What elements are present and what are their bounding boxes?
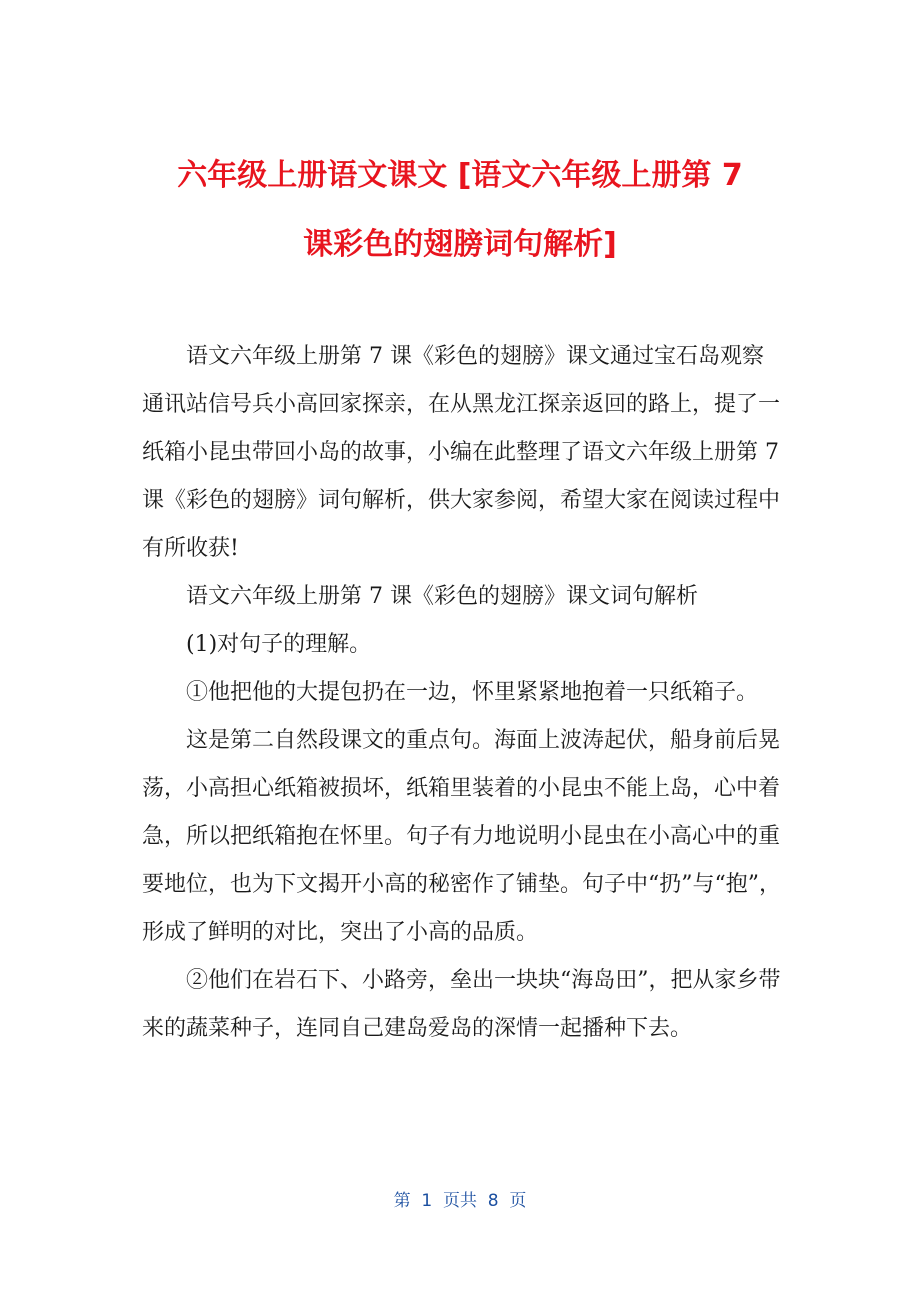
document-title-line-2: 课彩色的翅膀词句解析] [303, 227, 617, 262]
paragraph-section-heading: 语文六年级上册第 7 课《彩色的翅膀》课文词句解析 [186, 584, 698, 609]
page-number-footer: 第 1 页共 8 页 [393, 1191, 527, 1211]
document-body [142, 333, 782, 1053]
paragraph-quote-1: ①他把他的大提包扔在一边，怀里紧紧地抱着一只纸箱子。 [186, 680, 759, 705]
document-title-line-1: 六年级上册语文课文 [语文六年级上册第 7 [177, 158, 743, 193]
paragraph-subheading: (1)对句子的理解。 [186, 632, 372, 657]
paragraph-analysis-1: 这是第二自然段课文的重点句。海面上波涛起伏，船身前后晃荡，小高担心纸箱被损坏，纸箱里装着的小昆虫不能上岛，心中着急，所以把纸箱抱在怀里。句子有力地说明小昆虫在小高心中的重要地位，也为下文揭开小高的秘密作了铺垫。句子中“扔”与“抱”，形成了鲜明的对比，突出了小高的品质。 [142, 728, 781, 945]
paragraph-intro: 语文六年级上册第 7 课《彩色的翅膀》课文通过宝石岛观察通讯站信号兵小高回家探亲，在从黑龙江探亲返回的路上，提了一纸箱小昆虫带回小岛的故事，小编在此整理了语文六年级上册第 7 课《彩色的翅膀》词句解析，供大家参阅，希望大家在阅读过程中有所收获! [142, 344, 781, 561]
paragraph-quote-2: ②他们在岩石下、小路旁，垒出一块块“海岛田”，把从家乡带来的蔬菜种子，连同自己建岛爱岛的深情一起播种下去。 [142, 968, 781, 1041]
